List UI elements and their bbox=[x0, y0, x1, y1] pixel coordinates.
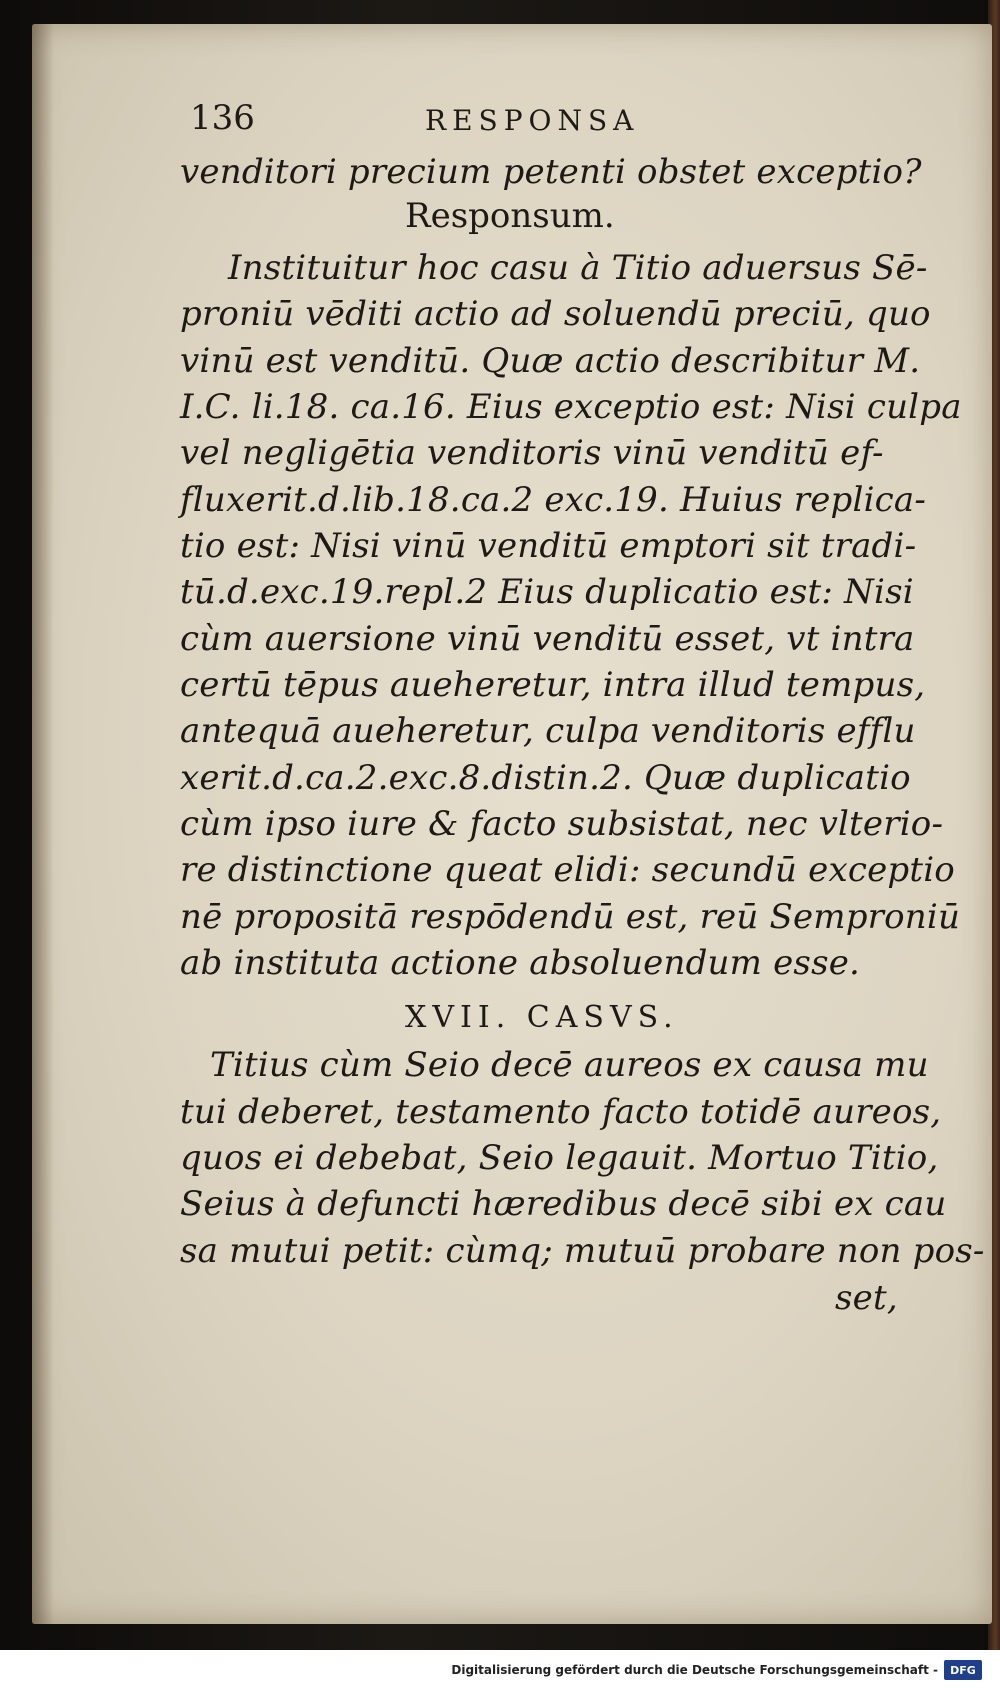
text-line: antequā aueheretur, culpa venditoris efflu bbox=[180, 711, 916, 751]
text-line: re distinctione queat elidi: secundū exceptio bbox=[180, 850, 955, 890]
text-line: venditori precium petenti obstet exceptio? bbox=[180, 152, 922, 192]
page-number: 136 bbox=[190, 98, 255, 138]
funding-credit: Digitalisierung gefördert durch die Deutsche Forschungsgemeinschaft - bbox=[451, 1663, 938, 1677]
text-line: tū.d.exc.19.repl.2 Eius duplicatio est: Nisi bbox=[180, 572, 914, 612]
text-line: cùm ipso iure & facto subsistat, nec vlterio- bbox=[180, 804, 944, 844]
text-line: I.C. li.18. ca.16. Eius exceptio est: Nisi culpa bbox=[180, 387, 962, 427]
page-gutter-shadow bbox=[32, 24, 54, 1624]
text-line: Seius à defuncti hæredibus decē sibi ex cau bbox=[180, 1184, 947, 1224]
text-line: proniū vēditi actio ad soluendū preciū, quo bbox=[180, 294, 931, 334]
text-line: fluxerit.d.lib.18.ca.2 exc.19. Huius replica- bbox=[180, 480, 927, 520]
text-line: Instituitur hoc casu à Titio aduersus Sē- bbox=[228, 248, 928, 288]
catchword: set, bbox=[835, 1278, 898, 1318]
page-header bbox=[190, 98, 710, 148]
responsum-heading: Responsum. bbox=[405, 196, 615, 236]
text-line: quos ei debebat, Seio legauit. Mortuo Titio, bbox=[180, 1138, 939, 1178]
digitization-footer bbox=[0, 1650, 1000, 1692]
text-line: ab instituta actione absoluendum esse. bbox=[180, 943, 861, 983]
text-line: tio est: Nisi vinū venditū emptori sit tradi- bbox=[180, 526, 917, 566]
text-line: tui deberet, testamento facto totidē aureos, bbox=[180, 1092, 942, 1132]
running-head: RESPONSA bbox=[425, 104, 640, 137]
text-line: sa mutui petit: cùmq; mutuū probare non pos- bbox=[180, 1231, 985, 1271]
text-line: xerit.d.ca.2.exc.8.distin.2. Quæ duplicatio bbox=[180, 758, 911, 798]
text-line: vel negligētia venditoris vinū venditū ef- bbox=[180, 433, 884, 473]
text-line: Titius cùm Seio decē aureos ex causa mu bbox=[210, 1045, 929, 1085]
dfg-logo-icon: DFG bbox=[944, 1660, 982, 1680]
text-line: vinū est venditū. Quæ actio describitur M. bbox=[180, 341, 921, 381]
text-line: nē propositā respōdendū est, reū Semproniū bbox=[180, 897, 961, 937]
text-line: certū tēpus aueheretur, intra illud tempus, bbox=[180, 665, 926, 705]
text-line: cùm auersione vinū venditū esset, vt intra bbox=[180, 619, 915, 659]
casus-heading: XVII. CASVS. bbox=[405, 1000, 679, 1035]
